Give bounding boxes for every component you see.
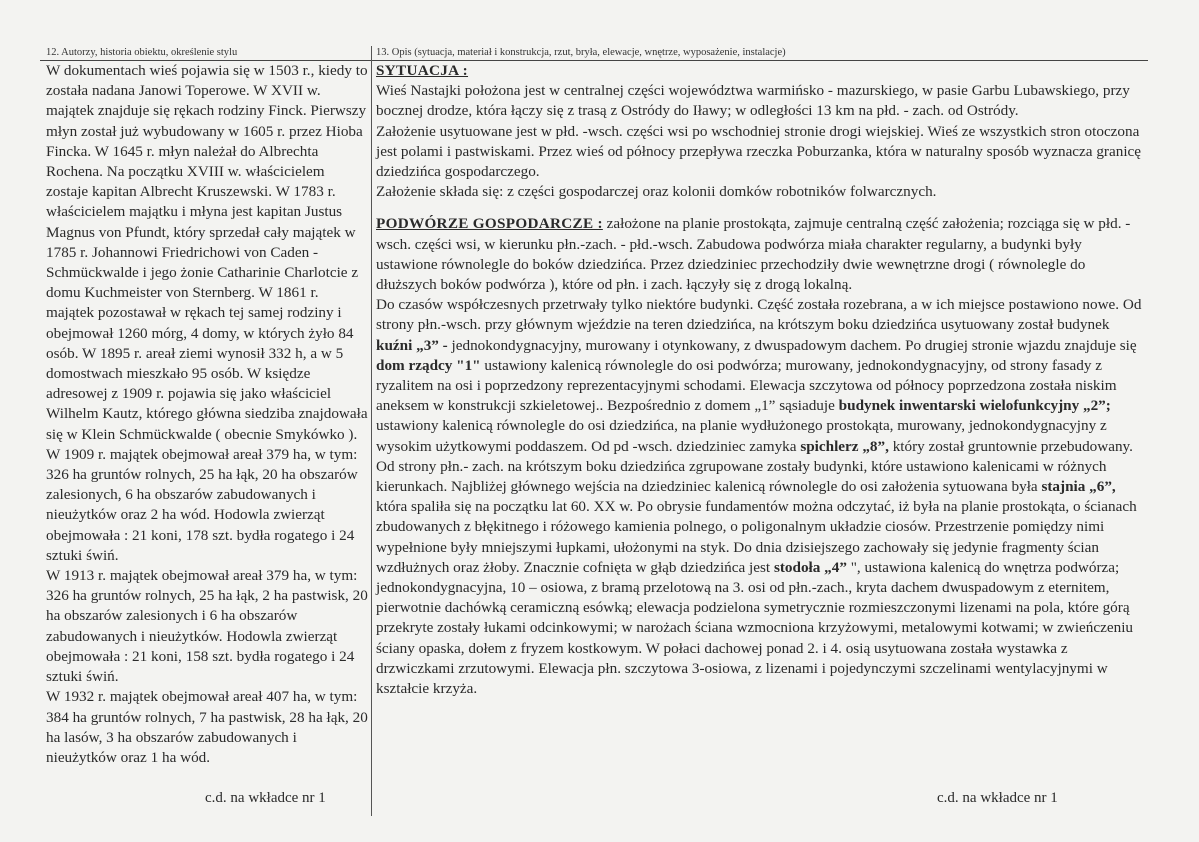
- text-run: Od strony płn.- zach. na krótszym boku dziedzińca zgrupowane zostały budynki, które ustawiono kalenicami w różnych kierunkach. Najbliżej głównego wejścia na dziedziniec kalenicą równolegle do osi założenia sytuowana była: [376, 457, 1107, 496]
- history-continuation-note: c.d. na wkładce nr 1: [205, 790, 326, 806]
- text-run: ustawiony kalenicą równolegle do osi dziedzińca, na planie wydłużonego prostokąta, murowany, jednokondygnacyjny z wysokim użytkowymi poddaszem. Od pd -wsch. dziedziniec zamyka: [376, 417, 1107, 455]
- history-paragraph: W 1909 r. majątek obejmował areał 379 ha, w tym: 326 ha gruntów rolnych, 25 ha łąk, 20 ha obszarów zalesionych, 6 ha obszarów zabudowanych i nieużytków oraz 2 ha wód. Hodowla zwierząt obejmowała : 21 koni, 178 szt. bydła rogatego i 24 sztuki świń.: [46, 445, 358, 564]
- text-run: która spaliła się na początku lat 60. XX w. Po obrysie fundamentów można odczytać, iż była na planie prostokąta, o ścianach zbudowanych z błękitnego i różowego kamienia polnego, o poligonalnym układzie ciosów. Przestrzenie pomiędzy nimi wypełnione były mniejszymi łupkami, ułożonymi na styk. Do dnia dzisiejszego zachowały się jedynie fragmenty ścian wzdłużnych oraz żłoby. Znacznie cofnięta w głąb dziedzińca jest: [376, 498, 1137, 576]
- building-name-granary: spichlerz „8”,: [800, 437, 889, 455]
- situation-paragraph: Założenie usytuowane jest w płd. -wsch. części wsi po wschodniej stronie drogi wiejskiej. Wieś ze wszystkich stron otoczona jest polami i pastwiskami. Przez wieś od północy przepływa rzeczka Poburzanka, która w naturalny sposób wyznacza granicę dziedzińca gospodarczego.: [376, 122, 1142, 181]
- text-run: który został gruntownie przebudowany.: [888, 437, 1133, 455]
- text-run: Do czasów współczesnych przetrwały tylko niektóre budynki. Część została rozebrana, a w ich miejsce postawiono nowe. Od strony płn.-wsch. przy głównym wjeździe na teren dziedzińca, na krótszym boku dziedzińca usytuowany został budynek: [376, 296, 1142, 334]
- situation-paragraph: Wieś Nastajki położona jest w centralnej części województwa warmińsko - mazurskiego, w pasie Garbu Lubawskiego, przy bocznej drodze, która łączy się z trasą z Ostródy do Iławy; w odległości 13 km na płd. - zach. od Ostródy.: [376, 82, 1130, 120]
- yard-intro-text: założone na planie prostokąta, zajmuje centralną część założenia; rozciąga się w płd. - wsch. części wsi, w kierunku płn.-zach. - płd.-wsch. Zabudowa podwórza miała charakter regularny, a budynki były ustawione równolegle do boków dziedzińca. Przez dziedziniec przechodziły dwie wewnętrzne drogi ( równolegle do dłuższych boków podwórza ), które od płn. i zach. łączyły się z drogą lokalną.: [376, 215, 1131, 294]
- section-13-header: 13. Opis (sytuacja, materiał i konstrukcja, rzut, bryła, elewacje, wnętrze, wyposażenie, instalacje): [376, 47, 786, 58]
- history-paragraph: W dokumentach wieś pojawia się w 1503 r., kiedy to została nadana Janowi Toperowe. W XVII w. majątek znajduje się rękach rodziny Finck. Pierwszy młyn został już wybudowany w 1605 r. przez Hioba Fincka. W 1645 r. młyn należał do Albrechta Rochena. Na początku XVIII w. właścicielem zostaje kapitan Albrecht Kruszewski. W 1783 r. właścicielem majątku i młyna jest kapitan Justus Magnus von Pfundt, który sprzedał cały majątek w 1785 r. Johannowi Friedrichowi von Caden - Schmückwalde i jego żonie Catharinie Charlotcie z domu Kuchmeister von Sternberg. W 1861 r. majątek pozostawał w rękach tej samej rodziny i obejmował 1260 mórg, 4 domy, w których żyło 84 osób. W 1895 r. areał ziemi wynosił 332 h, a w 5 domostwach mieszkało 95 osób. W księdze adresowej z 1909 r. pojawia się jako właściciel Wilhelm Kautz, którego główna siedziba znajdowała się w Klein Schmückwalde ( obecnie Smykówko ).: [46, 62, 368, 443]
- text-run: jednokondygnacyjny, murowany i otynkowany, z dwuspadowym dachem. Po drugiej stronie wjazdu znajduje się: [447, 336, 1137, 354]
- building-name-stewards-house: dom rządcy "1": [376, 356, 481, 374]
- situation-paragraph: Założenie składa się: z części gospodarczej oraz kolonii domków robotników folwarcznych.: [376, 183, 937, 201]
- section-gap: [376, 202, 1146, 214]
- building-name-stable: stajnia „6”,: [1041, 478, 1116, 496]
- building-name-smithy: kuźni „3” -: [376, 336, 448, 354]
- column-divider: [371, 46, 372, 816]
- description-column: [376, 61, 1146, 699]
- history-column: [46, 61, 368, 768]
- situation-heading: [376, 61, 1146, 81]
- building-name-barn: stodoła „4”: [773, 558, 847, 576]
- text-run: ", ustawiona kalenicą do wnętrza podwórza; jednokondygnacyjna, 10 – osiowa, z bramą przelotową na 3. osi od płn.-zach., kryta dachem dwuspadowym z eternitem, pierwotnie dachówką ceramiczną esówką; elewacja podzielona symetrycznie rozmieszczonymi lizenami na pola, które górą przekryte zostały łukami odcinkowymi; w narożach ściana wzmocniona krzyżowymi, metalowymi kotwami; w zwieńczeniu ściany opaska, dołem z fryzem kostkowym. W połaci dachowej ponad 2. i 4. osią usytuowana została wystawka z drzwiczkami zrzutowymi. Elewacja płn. szczytowa 3-osiowa, z lizenami i pojedynczymi szczelinami wentylacyjnymi w kształcie krzyża.: [376, 558, 1134, 698]
- text-run: ustawiony kalenicą równolegle do osi podwórza; murowany, jednokondygnacyjny, od strony fasady z ryzalitem na osi i poprzedzony reprezentacyjnymi schodami. Elewacja szczytowa od północy poprzedzona została niskim aneksem w konstrukcji szkieletowej.. Bezpośrednio z domem „1” sąsiaduje: [376, 356, 1117, 415]
- history-paragraph: W 1913 r. majątek obejmował areał 379 ha, w tym: 326 ha gruntów rolnych, 25 ha łąk, 2 ha pastwisk, 20 ha obszarów zalesionych i 6 ha obszarów zabudowanych i nieużytków. Hodowla zwierząt obejmowała : 21 koni, 158 szt. bydła rogatego i 24 sztuki świń.: [46, 567, 368, 686]
- section-12-header: 12. Autorzy, historia obiektu, określenie stylu: [46, 47, 238, 58]
- building-name-livestock-building: budynek inwentarski wielofunkcyjny „2”;: [838, 397, 1111, 415]
- situation-heading-text: SYTUACJA :: [376, 62, 469, 79]
- history-paragraph: W 1932 r. majątek obejmował areał 407 ha, w tym: 384 ha gruntów rolnych, 7 ha pastwisk, 28 ha łąk, 20 ha lasów, 3 ha obszarów zabudowanych i nieużytków oraz 1 ha wód.: [46, 688, 368, 766]
- buildings-paragraph: [376, 295, 1146, 457]
- yard-paragraph: [376, 214, 1146, 295]
- northwest-buildings-paragraph: [376, 457, 1146, 699]
- yard-heading: PODWÓRZE GOSPODARCZE :: [376, 215, 603, 233]
- description-continuation-note: c.d. na wkładce nr 1: [937, 790, 1058, 806]
